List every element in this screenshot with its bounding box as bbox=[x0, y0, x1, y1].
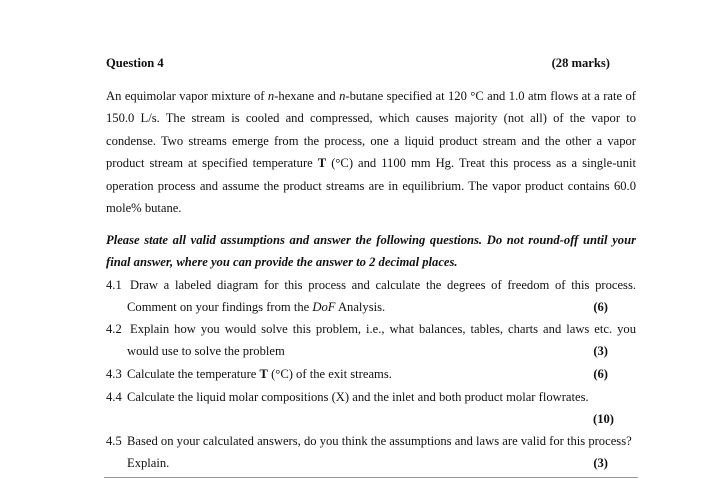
question-marks: (6) bbox=[593, 367, 608, 381]
question-number: 4.5 bbox=[106, 434, 122, 448]
question-number: 4.4 bbox=[106, 390, 122, 404]
question-marks: (6) bbox=[593, 300, 608, 315]
question-4-5 bbox=[106, 430, 636, 475]
question-header bbox=[106, 56, 610, 71]
question-text: Calculate the temperature T (°C) of the exit streams. (6) bbox=[106, 363, 636, 385]
question-marks: (10) bbox=[593, 412, 614, 427]
question-text: Explain how you would solve this problem, i.e., what balances, tables, charts and laws etc. you bbox=[130, 322, 636, 336]
question-4-3 bbox=[106, 363, 636, 385]
question-text-cont: would use to solve the problem (3) bbox=[106, 340, 636, 362]
question-marks: (3) bbox=[593, 344, 608, 359]
question-text: Calculate the liquid molar compositions (X) and the inlet and both product molar flowrates. bbox=[127, 390, 589, 404]
question-number: 4.1 bbox=[106, 278, 122, 292]
problem-statement: An equimolar vapor mixture of n-hexane and n-butane specified at 120 °C and 1.0 atm flows at a rate of 150.0 L/s. The stream is cooled and compressed, which causes majority (not all) of the vapor to condense. Two streams emerge from the process, one a liquid product stream and the other a vapor product stream at specified temperature T (°C) and 1100 mm Hg. Treat this process as a single-unit operation process and assume the product streams are in equilibrium. The vapor product contains 60.0 mole% butane. bbox=[106, 89, 636, 216]
page-divider bbox=[104, 477, 638, 478]
question-marks: (28 marks) bbox=[551, 56, 610, 70]
question-4-4 bbox=[106, 386, 636, 431]
question-number: 4.2 bbox=[106, 322, 122, 336]
question-text-cont: Explain. (3) bbox=[106, 452, 636, 474]
question-4-1 bbox=[106, 274, 636, 319]
question-text: Based on your calculated answers, do you think the assumptions and laws are valid for this process? bbox=[127, 434, 632, 448]
question-title: Question 4 bbox=[106, 56, 164, 70]
instructions: Please state all valid assumptions and answer the following questions. Do not round-off until your final answer, where you can provide the answer to 2 decimal places. bbox=[106, 233, 636, 270]
question-number: 4.3 bbox=[106, 367, 122, 381]
question-4-2 bbox=[106, 318, 636, 363]
question-text: Draw a labeled diagram for this process and calculate the degrees of freedom of this process. bbox=[130, 278, 636, 292]
question-marks: (3) bbox=[593, 456, 608, 471]
question-text-cont: Comment on your findings from the DoF Analysis. (6) bbox=[106, 296, 636, 318]
document-page bbox=[106, 0, 636, 479]
